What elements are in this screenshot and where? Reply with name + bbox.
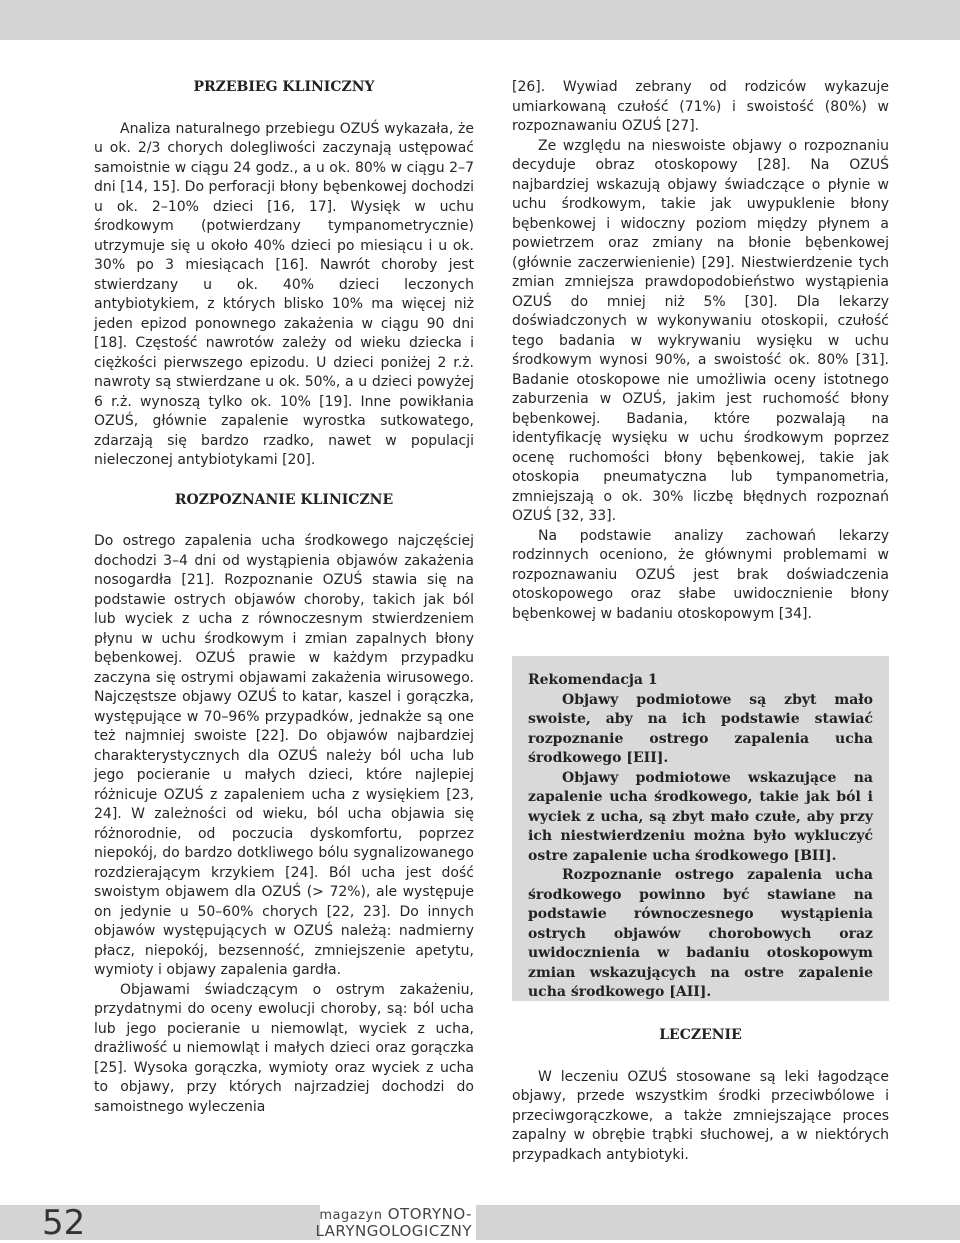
paragraph: Do ostrego zapalenia ucha środkowego najczęściej dochodzi 3–4 dni od wystąpienia objawów zakażenia nosogardła [21]. Rozpoznanie OZUŚ stawia się na podstawie ostrych objawów choroby, takich jak ból lub wyciek z ucha z równoczesnym stwierdzeniem płynu w uchu środkowym i zmian zapalnych błony bębenkowej. OZUŚ prawie w każdym przypadku zaczyna się ostrymi objawami zakażenia wirusowego. Najczęstsze objawy OZUŚ to katar, kaszel i gorączka, występujące w 70–96% przypadków, jednakże są one też najmniej swoiste [22]. Do objawów najbardziej charakterystycznych dla OZUŚ należy ból ucha lub jego pocieranie u małych dzieci, które najlepiej różnicuje OZUŚ z zapaleniem ucha z wysiękiem [23, 24]. W zależności od wieku, ból ucha objawia się różnorodnie, od poczucia dyskomfortu, poprzez niepokój, do bardzo dotkliwego bólu sygnalizowanego rozdzierającym krzykiem [24]. Ból ucha jest dość swoistym objawem dla OZUŚ (> 72%), ale występuje on jedynie u 50–60% chorych [22, 23]. Do innych objawów występujących w OZUŚ należą: nadmierny płacz, niepokój, bezsenność, zmniejszenie apetytu, wymioty i objawy zapalenia gardła.: [94, 533, 474, 978]
paragraph: [26]. Wywiad zebrany od rodziców wykazuje umiarkowaną czułość (71%) i swoistość (80%) w rozpoznawaniu OZUŚ [27].: [512, 79, 889, 134]
footer-bar: [0, 1205, 960, 1240]
recommendation-box: [512, 656, 889, 1001]
left-column: [94, 78, 474, 1117]
treatment-section: [512, 1026, 889, 1165]
magazine-title-line1: OTORYNO-: [387, 1205, 472, 1223]
paragraph: Objawami świadczącym o ostrym zakażeniu, przydatnymi do oceny ewolucji choroby, są: ból ucha lub jego pocieranie u niemowląt, wyciek z ucha, drażliwość u niemowląt i małych dzieci oraz gorączka [25]. Wysoka gorączka, wymioty oraz wyciek z ucha to objawy, przy których najrzadziej dochodzi do samoistnego wyleczenia: [94, 981, 474, 1115]
recommendation-item: Rozpoznanie ostrego zapalenia ucha środkowego powinno być stawiane na podstawie równoczesnego wystąpienia ostrych objawów chorobowych oraz uwidocznienia w badaniu otoskopowym zmian wskazujących na ostre zapalenie ucha środkowego [AII].: [528, 867, 873, 1000]
section-heading-przebieg: PRZEBIEG KLINICZNY: [193, 79, 375, 95]
paragraph: Ze względu na nieswoiste objawy o rozpoznaniu decyduje obraz otoskopowy [28]. Na OZUŚ najbardziej wskazują objawy świadczące o płynie w uchu środkowym, takie jak uwypuklenie błony bębenkowej i widoczny poziom między płynem a powietrzem oraz zmiany na błonie bębenkowej (głównie zaczerwienienie) [29]. Niestwierdzenie tych zmian zmniejsza prawdopodobieństwo wystąpienia OZUŚ do mniej niż 5% [30]. Dla lekarzy doświadczonych w wykonywaniu otoskopii, czułość tego badania w wykrywaniu wysięku w uchu środkowym wynosi 90%, a swoistość ok. 80% [31]. Badanie otoskopowe nie umożliwia oceny istotnego zaburzenia w OZUŚ, jakim jest ruchomość błony bębenkowej. Badania, które pozwalają na identyfikację wysięku w uchu środkowym poprzez ocenę ruchomości błony bębenkowej, takie jak otoskopia pneumatyczna lub tympanometria, zmniejszają o ok. 30% liczbę błędnych rozpoznań OZUŚ [32, 33].: [512, 137, 889, 524]
magazine-title-line2: LARYNGOLOGICZNY: [315, 1222, 472, 1240]
magazine-logo: [315, 1203, 476, 1240]
recommendation-item: Objawy podmiotowe wskazujące na zapalenie ucha środkowego, takie jak ból i wyciek z ucha, są zbyt mało czułe, aby przy ich niestwierdzeniu można było wykluczyć ostre zapalenie ucha środkowego [BII].: [528, 769, 873, 864]
paragraph: Analiza naturalnego przebiegu OZUŚ wykazała, że u ok. 2/3 chorych dolegliwości zaczynają ustępować samoistnie w ciągu 24 godz., a u ok. 80% w ciągu 2–7 dni [14, 15]. Do perforacji błony bębenkowej dochodzi u ok. 2–10% dzieci [16, 17]. Wysięk w uchu środkowym (potwierdzany tympanometrycznie) utrzymuje się u około 40% dzieci po miesiącu i u ok. 30% po 3 miesiącach [16]. Nawrót choroby jest stwierdzany u ok. 40% dzieci leczonych antybiotykiem, z których blisko 10% ma więcej niż jeden epizod ponownego zakażenia w ciągu 90 dni [18]. Częstość nawrotów zależy od wieku dziecka i ciężkości pierwszego epizodu. U dzieci poniżej 2 r.ż. nawroty są stwierdzane u ok. 50%, a u dzieci powyżej 6 r.ż. wynoszą tylko ok. 10% [19]. Inne powikłania OZUŚ, głównie zapalenie wyrostka sutkowatego, zdarzają się bardzo rzadko, nawet w populacji nieleczonej antybiotykami [20].: [94, 120, 474, 468]
section-heading-leczenie: LECZENIE: [659, 1027, 742, 1043]
paragraph: W leczeniu OZUŚ stosowane są leki łagodzące objawy, przede wszystkim środki przeciwbólowe i przeciwgorączkowe, a także zmniejszające proces zapalny w obrębie trąbki słuchowej, a w niektórych przypadkach antybiotyki.: [512, 1068, 889, 1163]
recommendation-title: Rekomendacja 1: [528, 672, 658, 688]
page-number: 52: [42, 1203, 86, 1243]
header-bar: [0, 0, 960, 40]
section-heading-rozpoznanie: ROZPOZNANIE KLINICZNE: [174, 491, 394, 508]
paragraph: Na podstawie analizy zachowań lekarzy rodzinnych oceniono, że głównymi problemami w rozpoznawaniu OZUŚ jest brak doświadczenia otoskopowego oraz słabe uwidocznienie błony bębenkowej w badaniu otoskopowym [34].: [512, 527, 889, 622]
recommendation-item: Objawy podmiotowe są zbyt mało swoiste, aby na ich podstawie stawiać rozpoznanie ostrego zapalenia ucha środkowego [EII].: [528, 691, 873, 766]
right-column: [512, 78, 889, 624]
magazine-prefix: magazyn: [319, 1208, 383, 1223]
